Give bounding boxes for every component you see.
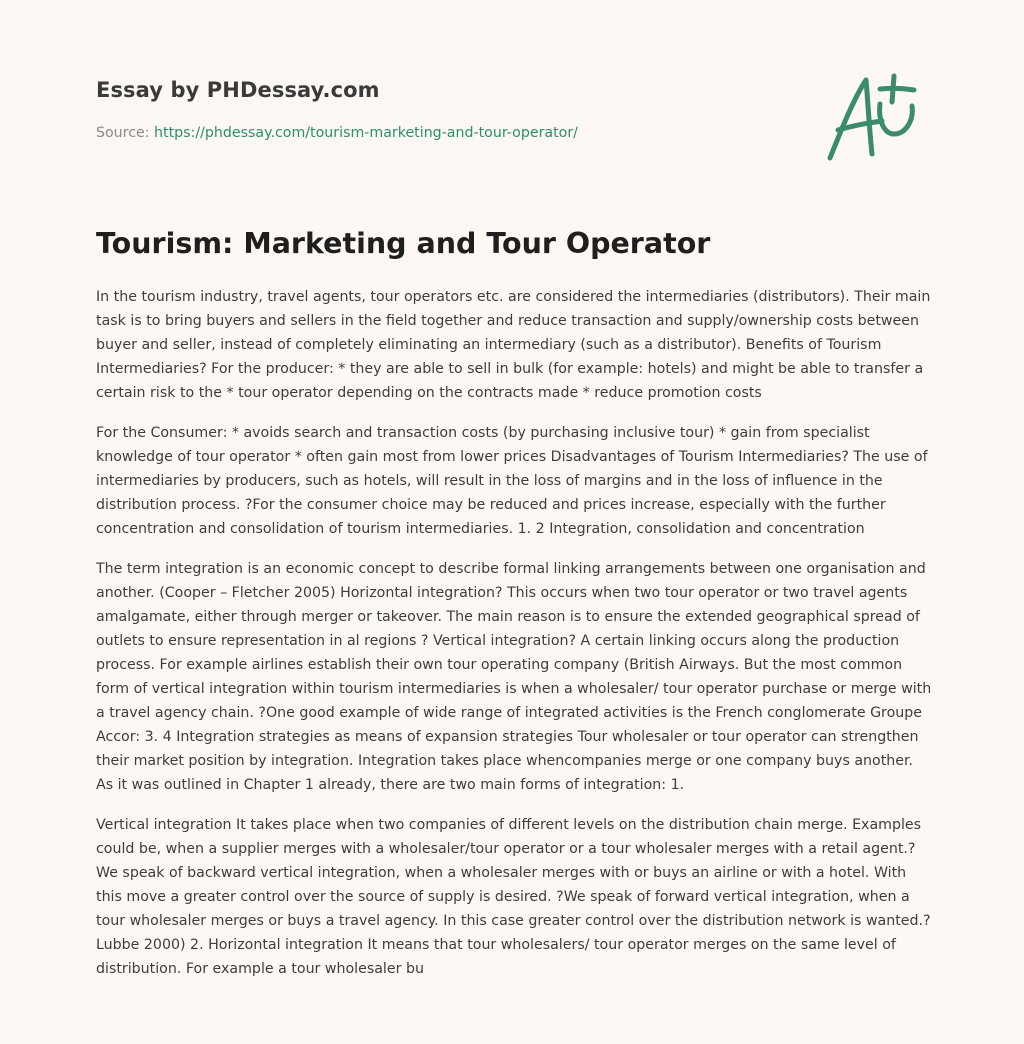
a-plus-logo (822, 68, 926, 164)
source-link[interactable]: https://phdessay.com/tourism-marketing-and-tour-operator/ (154, 125, 578, 141)
header (96, 76, 716, 142)
article-body (96, 285, 934, 997)
source-label: Source: (96, 125, 155, 141)
paragraph: In the tourism industry, travel agents, tour operators etc. are considered the intermediaries (distributors). Their main task is to bring buyers and sellers in the field together and reduce transaction and supply/ownership costs between buyer and seller, instead of completely eliminating an intermediary (such as a distributor). Benefits of Tourism Intermediaries? For the producer: * they are able to sell in bulk (for example: hotels) and might be able to transfer a certain risk to the * tour operator depending on the contracts made * reduce promotion costs (96, 289, 931, 401)
brand-title: Essay by PHDessay.com (96, 78, 380, 102)
paragraph: Vertical integration It takes place when two companies of different levels on the distribution chain merge. Examples could be, when a supplier merges with a wholesaler/tour operator or a tour wholesaler merges with a retail agent.? We speak of backward vertical integration, when a wholesaler merges with or buys an airline or with a hotel. With this move a greater control over the source of supply is desired. ?We speak of forward vertical integration, when a tour wholesaler merges or buys a travel agency. In this case greater control over the distribution network is wanted.? Lubbe 2000) 2. Horizontal integration It means that tour wholesalers/ tour operator merges on the same level of distribution. For example a tour wholesaler bu (96, 817, 931, 977)
paragraph: For the Consumer: * avoids search and transaction costs (by purchasing inclusive tour) * gain from specialist knowledge of tour operator * often gain most from lower prices Disadvantages of Tourism Intermediaries? The use of intermediaries by producers, such as hotels, will result in the loss of margins and in the loss of influence in the distribution process. ?For the consumer choice may be reduced and prices increase, especially with the further concentration and consolidation of tourism intermediaries. 1. 2 Integration, consolidation and concentration (96, 425, 928, 537)
paragraph: The term integration is an economic concept to describe formal linking arrangements between one organisation and another. (Cooper – Fletcher 2005) Horizontal integration? This occurs when two tour operator or two travel agents amalgamate, either through merger or takeover. The main reason is to ensure the extended geographical spread of outlets to ensure representation in al regions ? Vertical integration? A certain linking occurs along the production process. For example airlines establish their own tour operating company (British Airways. But the most common form of vertical integration within tourism intermediaries is when a wholesaler/ tour operator purchase or merge with a travel agency chain. ?One good example of wide range of integrated activities is the French conglomerate Groupe Accor: 3. 4 Integration strategies as means of expansion strategies Tour wholesaler or tour operator can strengthen their market position by integration. Integration takes place whencompanies merge or one company buys another. As it was outlined in Chapter 1 already, there are two main forms of integration: 1. (96, 561, 932, 793)
source-line (96, 124, 716, 142)
article-title: Tourism: Marketing and Tour Operator (96, 227, 711, 260)
